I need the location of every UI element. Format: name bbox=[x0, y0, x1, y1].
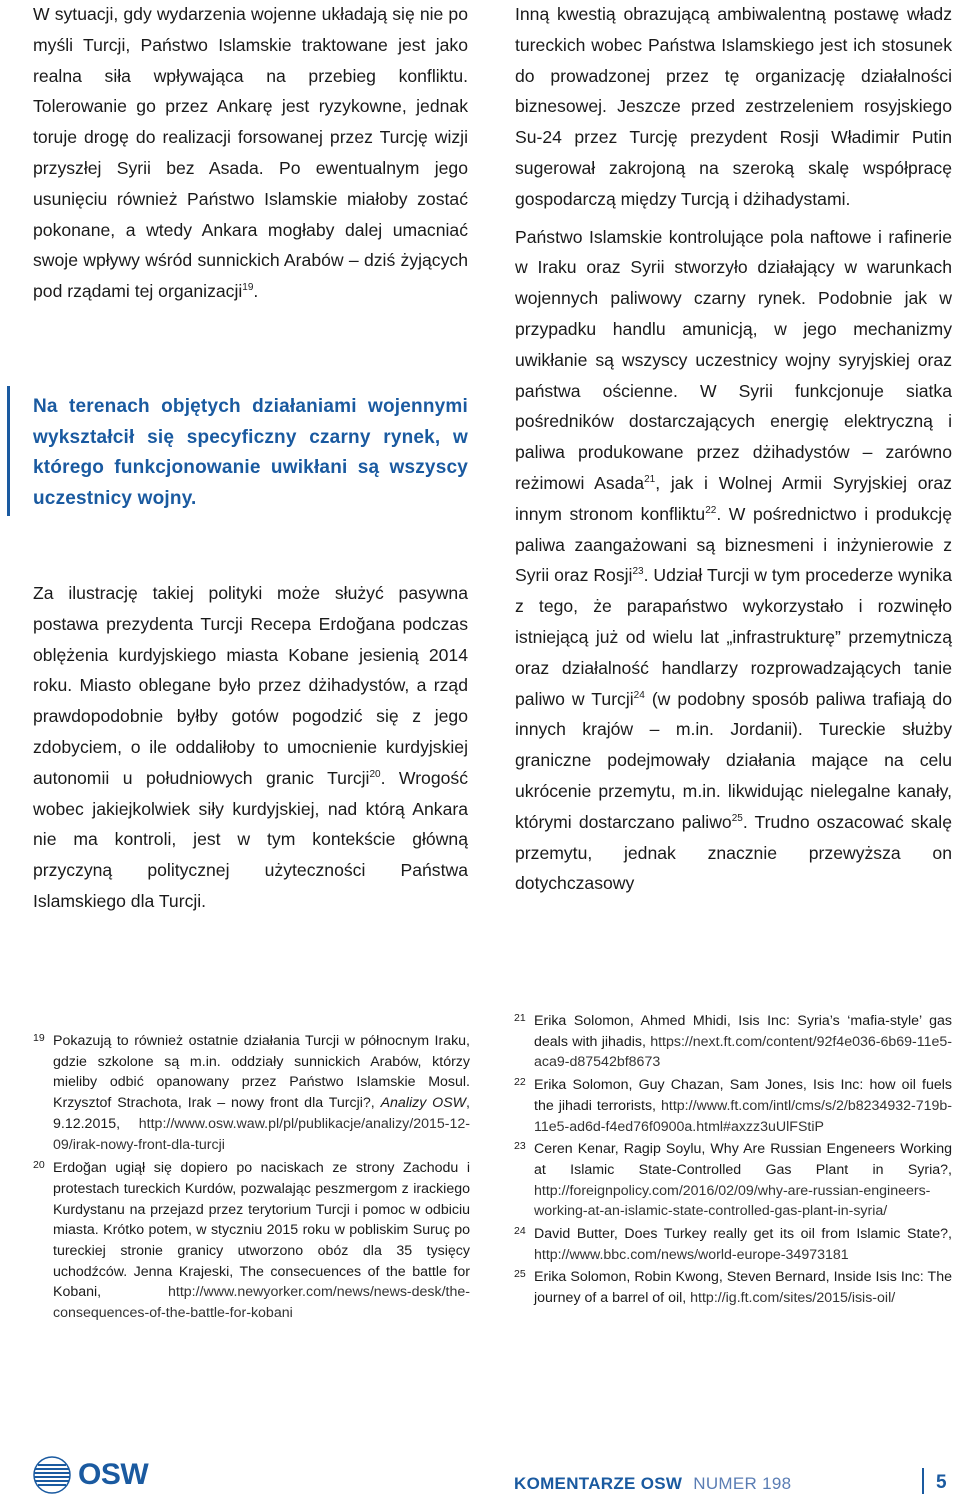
footer-series bbox=[514, 1474, 791, 1494]
footnote-ref-20[interactable]: 20 bbox=[369, 768, 381, 780]
footnote-25 bbox=[514, 1267, 952, 1308]
footnote-link[interactable]: http://www.newyorker.com/news/news-desk/the-consequences-of-the-battle-for-kobani bbox=[53, 1284, 470, 1322]
footnotes-right bbox=[514, 1011, 952, 1309]
footnote-text: Ceren Kenar, Ragip Soylu, Why Are Russian Engeneers Working at Islamic State-Controlled Gas Plant in Syria?, http://foreignpolicy.com/2016/02/09/why-are-russian-engineers-working-at-an-islamic-state-controlled-gas-plant-in-syria/ bbox=[534, 1141, 952, 1220]
footnote-text: Erika Solomon, Robin Kwong, Steven Bernard, Inside Isis Inc: The journey of a barrel of oil, http://ig.ft.com/sites/2015/isis-oil/ bbox=[534, 1269, 952, 1307]
footnote-number: 24 bbox=[514, 1225, 526, 1238]
footnote-ref-24[interactable]: 24 bbox=[633, 689, 645, 701]
left-paragraph-2: Za ilustrację takiej polityki może służyć pasywna postawa prezydenta Turcji Recepa Erdoğana podczas oblężenia kurdyjskiego miasta Kobane jesienią 2014 roku. Miasto oblegane było przez dżihadystów, a rząd prawdopodobnie byłby gotów pogodzić się z jego zdobyciem, o ile oddaliłoby to umocnienie kurdyjskiej autonomii u południowych granic Turcji$^{20}$. Wrogość wobec jakiejkolwiek siły kurdyjskiej, nad którą Ankara nie ma kontroli, jest w tym kontekście główną przyczyną politycznej użyteczności Państwa Islamskiego dla Turcji. bbox=[33, 583, 468, 911]
osw-logo bbox=[32, 1455, 148, 1495]
right-column bbox=[515, 0, 952, 899]
footnote-ref-19[interactable]: 19 bbox=[242, 282, 254, 294]
right-paragraph-2: Państwo Islamskie kontrolujące pola naftowe i rafinerie w Iraku oraz Syrii stworzyło działający w warunkach wojennych paliwowy czarny rynek. Podobnie jak w przypadku handlu amunicją, w jego mechanizmy uwikłanie są wszyscy uczestnicy wojny syryjskiej oraz państwa ościenne. W Syrii funkcjonuje siatka pośredników dostarczających energię elektryczną i paliwa produkowane przez dżihadystów – zarówno reżimowi Asada$^{21}$, jak i Wolnej Armii Syryjskiej oraz innym stronom konfliktu$^{22}$. W pośrednictwo i produkcję paliwa zaangażowani są biznesmeni i inżynierowie z Syrii oraz Rosji$^{23}$. Udział Turcji w tym procederze wynika z tego, że parapaństwo wykorzystało i rozwinęło istniejącą już od wielu lat „infrastrukturę” przemytniczą oraz działalność handlarzy rozprowadzających tanie paliwo w Turcji$^{24}$ (w podobny sposób paliwa trafiają do innych krajów – m.in. Jordanii). Tureckie służby graniczne podejmowały działania mające na celu ukrócenie przemytu, m.in. likwidując nielegalne kanały, którymi dostarczano paliwo$^{25}$. Trudno oszacować skalę przemytu, jednak znacznie przewyższa on dotychczasowy bbox=[515, 226, 953, 894]
footnote-23 bbox=[514, 1139, 952, 1222]
footnote-19 bbox=[33, 1031, 470, 1155]
left-column bbox=[33, 0, 468, 307]
right-paragraph-1: Inną kwestią obrazującą ambiwalentną postawę władz tureckich wobec Państwa Islamskiego jest ich stosunek do prowadzonej przez tę organizację działalności biznesowej. Jeszcze przed zestrzeleniem rosyjskiego Su-24 przez Turcję prezydent Rosji Władimir Putin sugerował zakrojoną na szeroką skalę współpracę gospodarczą między Turcją i dżihadystami. bbox=[515, 4, 952, 209]
pullquote: Na terenach objętych działaniami wojennymi wykształcił się specyficzny czarny rynek, w którego funkcjonowanie uwikłani są wszyscy uczestnicy wojny. bbox=[33, 396, 468, 509]
logo-text: OSW bbox=[78, 1458, 149, 1491]
footnote-ref-23[interactable]: 23 bbox=[632, 566, 644, 578]
footnote-text: Erdoğan ugiął się dopiero po naciskach ze strony Zachodu i protestach tureckich Kurdów, pozwalając peszmergom z irackiego Kurdystanu na przejazd przez terytorium Turcji i pomoc w odbiciu miasta. Krótko potem, w styczniu 2015 roku w pobliskim Suruç po tureckiej stronie granicy utworzono obóz dla 35 tysięcy uchodźców. Jenna Krajeski, The consecuences of the battle for Kobani, http://www.newyorker.com/news/news-desk/the-consequences-of-the-battle-for-kobani bbox=[53, 1160, 470, 1322]
footnote-number: 19 bbox=[33, 1032, 45, 1044]
footnote-link[interactable]: http://www.ft.com/intl/cms/s/2/b8234932-719b-11e5-ad6d-f4ed76f0900a.html#axzz3uUlFStiP bbox=[534, 1097, 952, 1135]
footnote-number: 23 bbox=[514, 1140, 526, 1153]
footnote-text: Erika Solomon, Ahmed Mhidi, Isis Inc: Syria’s ‘mafia-style’ gas deals with jihadis, https://next.ft.com/content/92f4e036-6b69-11e5-aca9-d87542bf8673 bbox=[534, 1013, 952, 1071]
footnote-ref-25[interactable]: 25 bbox=[731, 812, 743, 824]
footnote-text: Pokazują to również ostatnie działania Turcji w północnym Iraku, gdzie szkolone są m.in. oddziały sunnickich Arabów, którzy mieliby odbić opanowany przez Państwo Islamskie Mosul. Krzysztof Strachota, Irak – nowy front dla Turcji?, Analizy OSW, 9.12.2015, http://www.osw.waw.pl/pl/publikacje/analizy/2015-12-09/irak-nowy-front-dla-turcji bbox=[53, 1033, 470, 1153]
series-title: KOMENTARZE OSW bbox=[514, 1474, 683, 1493]
footnote-22 bbox=[514, 1075, 952, 1137]
footnote-number: 20 bbox=[33, 1159, 45, 1172]
footnote-number: 21 bbox=[514, 1012, 526, 1024]
footnote-link[interactable]: http://www.osw.waw.pl/pl/publikacje/analizy/2015-12-09/irak-nowy-front-dla-turcji bbox=[53, 1115, 470, 1153]
footnote-number: 25 bbox=[514, 1268, 526, 1281]
left-paragraph-1: W sytuacji, gdy wydarzenia wojenne układają się nie po myśli Turcji, Państwo Islamskie traktowane jest jako realna siła wpływająca na przebieg konfliktu. Tolerowanie go przez Ankarę jest ryzykowne, jednak toruje drogę do realizacji forsowanej przez Turcję wizji przyszłej Syrii bez Asada. Po ewentualnym jego usunięciu również Państwo Islamskie miałoby zostać pokonane, a wtedy Ankara mogłaby dalej umacniać swoje wpływy wśród sunnickich Arabów – dziś żyjących pod rządami tej organizacji$^{19}$. bbox=[33, 4, 468, 302]
footnote-link[interactable]: http://ig.ft.com/sites/2015/isis-oil/ bbox=[690, 1290, 896, 1307]
footnote-link[interactable]: http://foreignpolicy.com/2016/02/09/why-are-russian-engineers-working-at-an-islamic-state-controlled-gas-plant-in-syria/ bbox=[534, 1182, 931, 1220]
issue-number: NUMER 198 bbox=[693, 1474, 792, 1493]
footnote-ref-21[interactable]: 21 bbox=[644, 474, 656, 486]
pullquote-bar bbox=[7, 386, 10, 516]
footnote-text: David Butter, Does Turkey really get its oil from Islamic State?, http://www.bbc.com/news/world-europe-34973181 bbox=[534, 1226, 952, 1263]
footnote-link[interactable]: https://next.ft.com/content/92f4e036-6b69-11e5-aca9-d87542bf8673 bbox=[534, 1033, 952, 1071]
footnote-number: 22 bbox=[514, 1076, 526, 1089]
globe-icon bbox=[32, 1455, 72, 1495]
footnote-24 bbox=[514, 1224, 952, 1265]
footnote-link[interactable]: http://www.bbc.com/news/world-europe-34973181 bbox=[534, 1246, 849, 1263]
page-number: 5 bbox=[936, 1472, 947, 1493]
footer-divider bbox=[922, 1468, 924, 1494]
footnote-20 bbox=[33, 1158, 470, 1324]
footnote-ref-22[interactable]: 22 bbox=[705, 504, 717, 516]
footnote-21 bbox=[514, 1011, 952, 1073]
footnote-text: Erika Solomon, Guy Chazan, Sam Jones, Isis Inc: how oil fuels the jihadi terrorists, http://www.ft.com/intl/cms/s/2/b8234932-719b-11e5-ad6d-f4ed76f0900a.html#axzz3uUlFStiP bbox=[534, 1077, 952, 1135]
footnotes-left bbox=[33, 1031, 470, 1324]
